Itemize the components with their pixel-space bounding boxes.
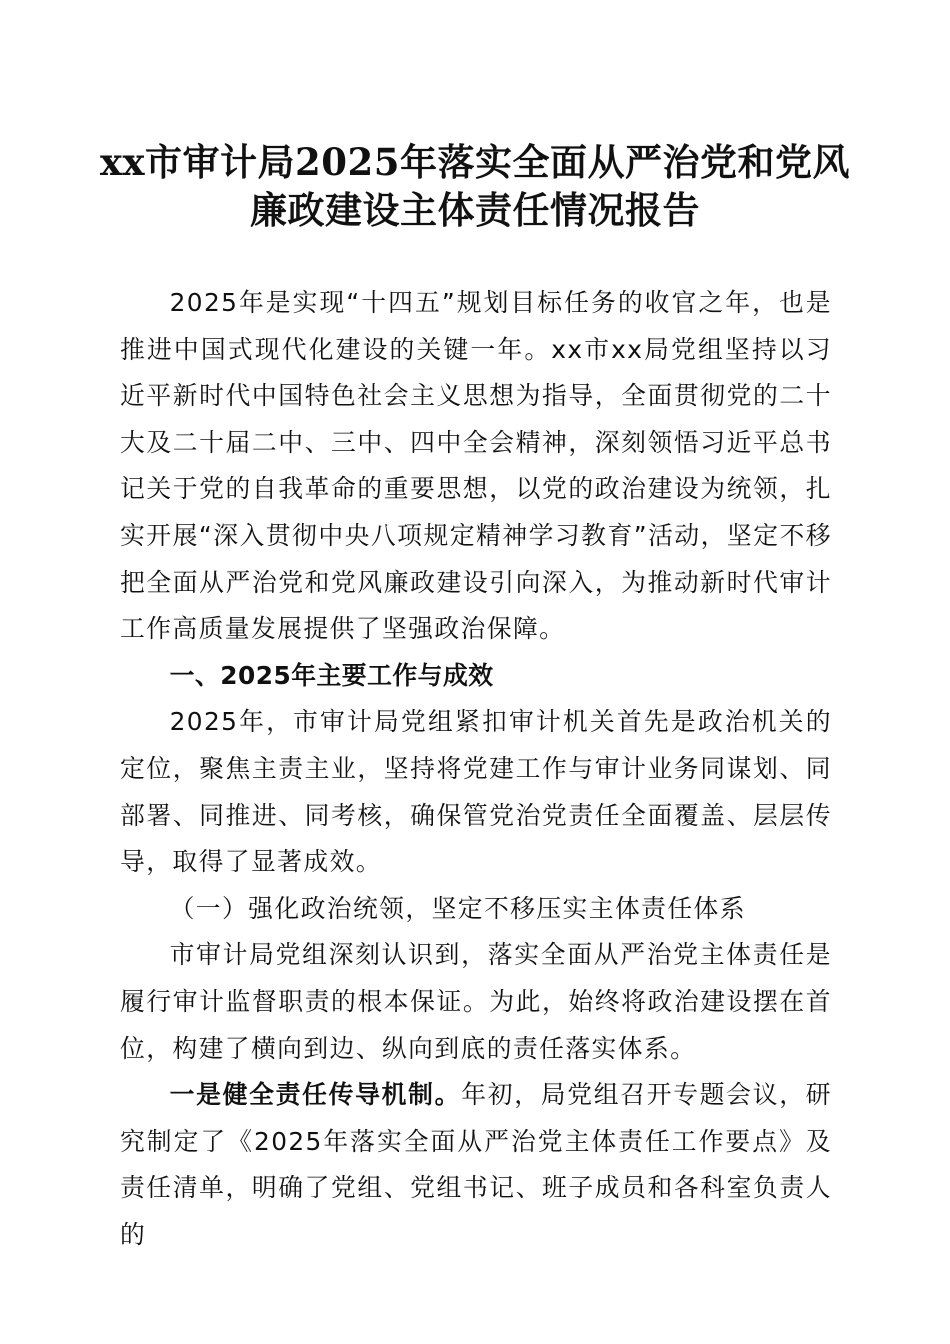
section-1-paragraph: 2025年，市审计局党组紧扣审计机关首先是政治机关的定位，聚焦主责主业，坚持将党建工作与审计业务同谋划、同部署、同推进、同考核，确保管党治党责任全面覆盖、层层传导，取得了显著成效。: [120, 707, 832, 877]
item-1-paragraph: [120, 1072, 832, 1258]
item-1-lead: 一是健全责任传导机制。: [169, 1080, 462, 1110]
document-title-line-1: xx市审计局2025年落实全面从严治党和党风: [99, 140, 851, 184]
document-body: [120, 280, 832, 1258]
document-title-line-2: 廉政建设主体责任情况报告: [250, 188, 700, 232]
intro-paragraph: 2025年是实现“十四五”规划目标任务的收官之年，也是推进中国式现代化建设的关键一年。xx市xx局党组坚持以习近平新时代中国特色社会主义思想为指导，全面贯彻党的二十大及二十届二中、三中、四中全会精神，深刻领悟习近平总书记关于党的自我革命的重要思想，以党的政治建设为统领，扎实开展“深入贯彻中央八项规定精神学习教育”活动，坚定不移把全面从严治党和党风廉政建设引向深入，为推动新时代审计工作高质量发展提供了坚强政治保障。: [120, 288, 832, 644]
subsection-1-paragraph: 市审计局党组深刻认识到，落实全面从严治党主体责任是履行审计监督职责的根本保证。为此，始终将政治建设摆在首位，构建了横向到边、纵向到底的责任落实体系。: [120, 940, 832, 1063]
subsection-heading-1: （一）强化政治统领，坚定不移压实主体责任体系: [169, 893, 746, 923]
section-heading-1: 一、2025年主要工作与成效: [169, 660, 494, 690]
item-1-text: 年初，局党组召开专题会议，研究制定了《2025年落实全面从严治党主体责任工作要点》及责任清单，明确了党组、党组书记、班子成员和各科室负责人的: [120, 1080, 832, 1249]
